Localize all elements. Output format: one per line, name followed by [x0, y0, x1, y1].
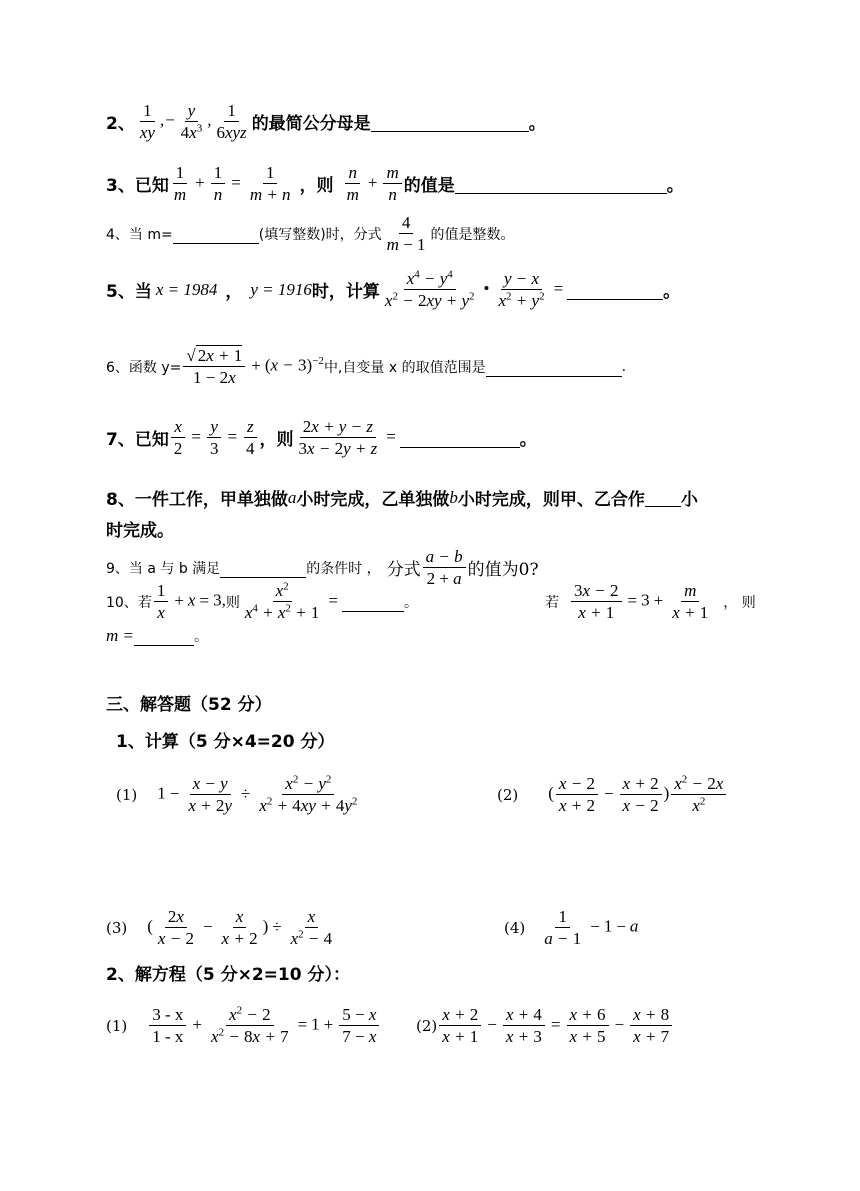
q8-line1: 8、一件工作，甲单独做 [106, 490, 288, 510]
q3-mid2: 的值是 [403, 176, 455, 197]
q3-mid: ，则 [299, 176, 334, 197]
q10-condition: $\frac{1}{x}$ + x = 3, [152, 580, 226, 624]
q9-fraction: $\frac{a - b}{2 + a}$ [421, 546, 468, 590]
q6-function: $\frac{√ 2x + 1}{1 - 2x}$ + $(x - 3)^{-2}$ [181, 345, 324, 389]
q10b-m-suffix: 。 [194, 629, 208, 645]
q5-prefix: 5、当 [106, 282, 152, 303]
q5-mid: 时，计算 [311, 282, 380, 303]
q10-suffix: 。 [403, 594, 418, 611]
q5-cond-y: y = 1916 [250, 279, 312, 299]
q5-suffix: 。 [663, 282, 681, 303]
q6-suffix: . [621, 358, 627, 375]
q9-mid: 的条件时 ， [306, 560, 381, 577]
q7-ratio: $\frac{x}{2}$ = $\frac{y}{3}$ = $\frac{z}{4}$ [169, 416, 260, 460]
calc-2-label: (2) [497, 785, 519, 804]
calc-3-expression: ( $\frac{2x}{x - 2}$ − $\frac{x}{x + 2}$ ) ÷ $\frac{x}{x^2 - 4}$ [147, 907, 333, 949]
q9-answer-blank[interactable] [220, 558, 306, 578]
q4-suffix: 的值是整数。 [430, 226, 515, 243]
equation-2-expression: $\frac{x + 2}{x + 1}$ − $\frac{x + 4}{x + 3}$ = $\frac{x + 6}{x + 5}$ − $\frac{x + 8}{x + 7}$ [437, 1004, 674, 1048]
q3-suffix: 。 [666, 176, 684, 197]
q4-mid: (填写整数)时，分式 [258, 226, 382, 243]
q8-mid1: 小时完成，乙单独做 [296, 490, 450, 510]
q9-suffix: 的值为0? [467, 560, 539, 581]
q5-cond-x: x = 1984 [155, 279, 218, 299]
question-3 [106, 162, 684, 206]
part-2-heading: 2、解方程（5 分×2=10 分）： [106, 965, 350, 985]
q10-answer-blank[interactable] [342, 592, 404, 612]
q2-text: 的最简公分母是 [251, 114, 371, 135]
calc-2-expression: ( $\frac{x - 2}{x + 2}$ − $\frac{x + 2}{x - 2}$ ) $\frac{x^2 - 2x}{x^2}$ [548, 773, 728, 817]
q2-fractions: $\frac{1}{xy}$ ,− $\frac{y}{4x^3}$ , $\frac{1}{\text{6xyz}}$ [139, 101, 247, 143]
q4-answer-blank[interactable] [173, 224, 259, 244]
question-10 [106, 580, 418, 624]
question-8-line2 [106, 516, 174, 541]
q7-suffix: 。 [519, 430, 537, 451]
q7-mid: ，则 [259, 430, 294, 451]
part-1-title [116, 727, 334, 752]
q8-answer-blank[interactable] [645, 488, 681, 508]
q10b-ze: ， 则 [723, 594, 756, 611]
calc-4-label: (4) [504, 918, 526, 937]
q8-var-b: b [449, 487, 458, 507]
q4-prefix: 4、当 m= [106, 226, 173, 243]
equation-2-label: (2) [416, 1016, 438, 1035]
question-4 [106, 212, 515, 256]
question-8 [106, 485, 698, 510]
q10-mid: 则 [225, 594, 240, 611]
q3-equation: $\frac{1}{m}$ + $\frac{1}{n}$ = $\frac{1}{m + n}$ [173, 163, 291, 205]
q3-answer-blank[interactable] [455, 174, 667, 194]
q5-expression: $\frac{x^4 - y^4}{x^2 - 2xy + y^2}$ • $\frac{y - x}{x^2 + y^2}$ = [384, 268, 564, 311]
q7-expression: $\frac{2x + y - z}{3x - 2y + z}$ = [298, 417, 396, 459]
q8-tail: 小 [680, 490, 698, 510]
equation-1 [106, 1004, 381, 1048]
q10b-answer-blank[interactable] [134, 626, 194, 646]
q8-mid2: 小时完成，则甲、乙合作 [457, 490, 645, 510]
calc-1 [116, 773, 362, 817]
q9-prefix: 9、当 a 与 b 满足 [106, 560, 221, 577]
question-10b [545, 580, 756, 624]
question-2 [106, 100, 546, 144]
q9-mid2: 分式 [386, 560, 421, 581]
q2-prefix: 2、 [106, 114, 135, 135]
q6-mid: 中,自变量 x 的取值范围是 [323, 359, 486, 376]
q7-prefix: 7、已知 [106, 430, 169, 451]
q10b-ruo: 若 [545, 594, 559, 611]
calc-4-expression: $\frac{1}{a - 1}$ − 1 − a [544, 907, 639, 949]
q8-line2: 时完成。 [106, 521, 174, 541]
q6-answer-blank[interactable] [486, 357, 622, 377]
section-3-title [106, 690, 272, 715]
q3-prefix: 3、已知 [106, 176, 169, 197]
question-7 [106, 416, 537, 460]
q2-suffix: 。 [528, 114, 546, 135]
calc-2 [497, 773, 728, 817]
q6-prefix: 6、函数 y= [106, 359, 182, 376]
q5-answer-blank[interactable] [567, 280, 663, 300]
q10-expression: $\frac{x^2}{x^4 + x^2 + 1}$ = [244, 580, 338, 623]
q10-prefix: 10、若 [106, 594, 152, 611]
calc-3 [106, 906, 337, 950]
calc-3-label: (3) [106, 918, 128, 937]
q5-sep: ， [225, 282, 243, 303]
part-2-title [106, 960, 350, 985]
q10b-m-label: m = [106, 626, 134, 645]
calc-1-expression: 1 − $\frac{x - y}{x + 2y}$ ÷ $\frac{x^2 - y^2}{x^2 + 4xy + 4y^2}$ [157, 773, 358, 816]
calc-4 [504, 906, 638, 950]
question-10b-answer [106, 626, 208, 646]
equation-1-expression: $\frac{3 - x}{1 - x}$ + $\frac{x^2 - 2}{x^2 - 8x + 7}$ = 1 + $\frac{5 - x}{7 - x}$ [147, 1004, 381, 1048]
q7-answer-blank[interactable] [400, 428, 520, 448]
section-3-heading: 三、解答题（52 分） [106, 695, 272, 715]
q8-var-a: a [287, 487, 297, 507]
q10b-equation: $\frac{3x - 2}{x + 1}$ = 3 + $\frac{m}{x + 1}$ [569, 580, 713, 624]
q4-fraction: $\frac{4}{m - 1}$ [386, 213, 426, 255]
calc-1-label: (1) [116, 785, 138, 804]
q3-expression: $\frac{n}{m}$ + $\frac{m}{n}$ [342, 162, 404, 206]
question-5 [106, 268, 680, 312]
part-1-heading: 1、计算（5 分×4=20 分） [116, 732, 335, 752]
equation-2 [416, 1004, 674, 1048]
question-6 [106, 345, 626, 389]
equation-1-label: (1) [106, 1016, 128, 1035]
q2-answer-blank[interactable] [371, 112, 529, 132]
